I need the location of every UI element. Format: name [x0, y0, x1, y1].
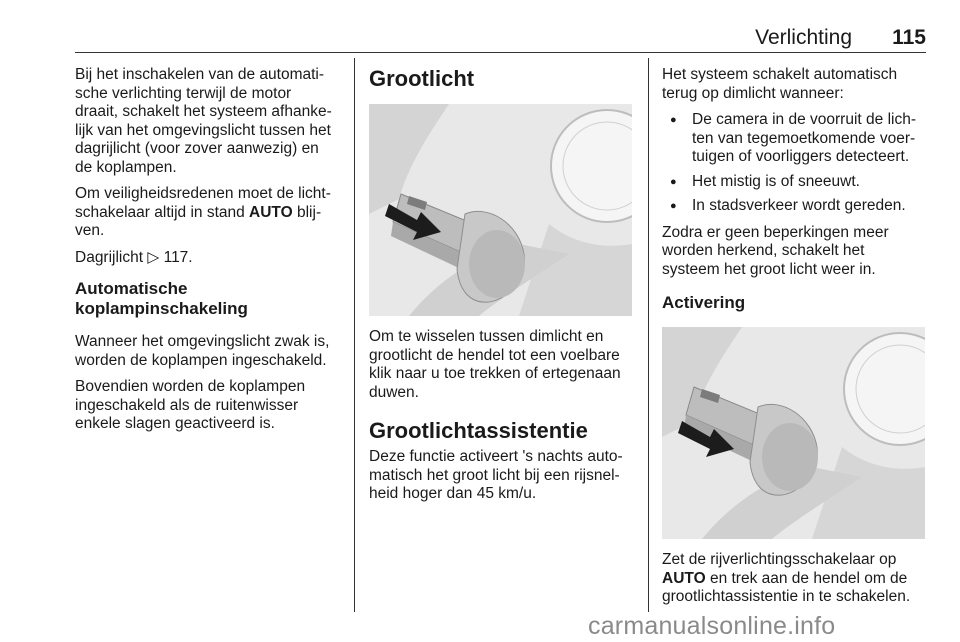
lever-illustration-activation — [662, 327, 925, 539]
paragraph-restore: Zodra er geen beperkingen meer worden herkend, schakelt het systeem het groot licht weer in. — [662, 223, 889, 278]
running-header-title: Verlichting — [755, 26, 852, 49]
paragraph-safety — [75, 185, 347, 241]
heading-activation: Activering — [662, 293, 746, 312]
paragraph-wiper: Bovendien worden de koplampen ingeschakeld als de ruitenwisser enkele slagen geactiveerd is. — [75, 378, 306, 432]
list-item: ● In stadsverkeer wordt gereden. — [662, 197, 928, 216]
list-item: ● Het mistig is of sneeuwt. — [662, 173, 928, 192]
auto-label: AUTO — [249, 203, 293, 221]
paragraph-ambient-light: Wanneer het omgevingslicht zwak is, worden de koplampen ingeschakeld. — [75, 333, 330, 369]
page-number: 115 — [892, 26, 926, 49]
paragraph-daylight-ref — [75, 249, 347, 268]
column-divider-2 — [648, 58, 649, 612]
heading-automatic-headlights: Automatische koplampinschakeling — [75, 279, 248, 318]
page-reference-icon: ▷ — [147, 248, 160, 266]
lever-drawing — [369, 104, 632, 316]
activate-text-start: Zet de rijverlichtingsschakelaar op — [662, 551, 897, 568]
safety-text-start: Om veiligheidsredenen moet de licht- schakelaar altijd in stand — [75, 185, 331, 221]
column-2 — [369, 66, 635, 512]
heading-high-beam-assist: Grootlichtassistentie — [369, 418, 588, 443]
lever-drawing — [662, 327, 925, 539]
watermark: carmanualsonline.info — [588, 612, 836, 640]
column-3 — [662, 66, 928, 615]
activate-text-end: en trek aan de hendel om de grootlichtassistentie in te schakelen. — [662, 569, 911, 605]
paragraph-assist-function: Deze functie activeert 's nachts auto- matisch het groot licht bij een rijsnel- heid hoger dan 45 km/u. — [369, 448, 623, 502]
list-item: ● De camera in de voorruit de lich- ten van tegemoetkomende voer- tuigen of voorliggers detecteert. — [662, 111, 928, 167]
daylight-ref-text: Dagrijlicht — [75, 248, 148, 266]
heading-high-beam: Grootlicht — [369, 66, 475, 91]
lever-illustration-high-beam — [369, 104, 632, 316]
safety-text-end: blij- ven. — [75, 203, 322, 239]
header-rule — [75, 52, 926, 53]
condition-list — [662, 111, 928, 216]
paragraph-activate — [662, 551, 928, 607]
paragraph-auto-lighting: Bij het inschakelen van de automati- sche verlichting terwijl de motor draait, schakelt het systeem afhanke- lijk van het omgevingslicht tussen het dagrijlicht (voor zover aanwezig) en de koplampen. — [75, 66, 332, 176]
column-divider-1 — [354, 58, 355, 612]
auto-label: AUTO — [662, 569, 706, 587]
paragraph-switch-beam: Om te wisselen tussen dimlicht en grootlicht de hendel tot een voelbare klik naar u toe trekken of ertegenaan duwen. — [369, 328, 621, 401]
column-1 — [75, 66, 347, 442]
daylight-ref-page: 117. — [163, 248, 193, 266]
paragraph-auto-dim: Het systeem schakelt automatisch terug op dimlicht wanneer: — [662, 66, 898, 102]
